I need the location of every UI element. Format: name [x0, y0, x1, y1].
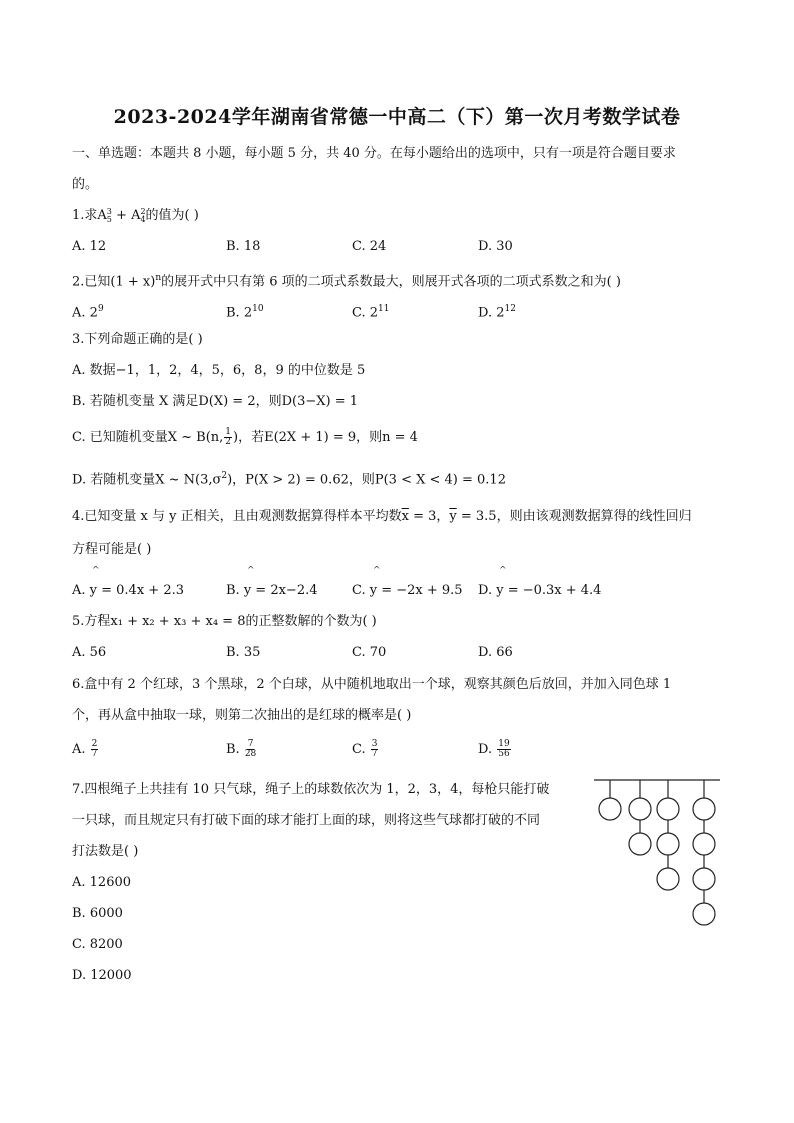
q6-option-b: B. $\frac{7}{28}$	[226, 739, 257, 759]
question-7-line1: 7.四根绳子上共挂有 10 只气球，绳子上的球数依次为 1，2，3，4，每枪只能打破	[72, 782, 550, 797]
q7-option-c: C. 8200	[72, 937, 123, 952]
q3-option-a: A. 数据−1，1，2，4，5，6，8，9 的中位数是 5	[72, 363, 366, 378]
question-1-stem: 1.求A 3 5 + A 2 4 的值为( )	[72, 206, 199, 224]
q2-option-b: B. $2^{10}$	[226, 304, 264, 321]
q2-option-d: D. $2^{12}$	[478, 304, 516, 321]
question-6-line1: 6.盒中有 2 个红球，3 个黑球，2 个白球，从中随机地取出一个球，观察其颜色后放回，并加入同色球 1	[72, 677, 672, 692]
balloon	[693, 833, 715, 855]
q6-option-d: D. $\frac{19}{56}$	[478, 739, 510, 759]
section-header-line1: 一、单选题：本题共 8 小题，每小题 5 分，共 40 分。在每小题给出的选项中，只有一项是符合题目要求	[72, 146, 676, 161]
question-4-line1: 4.已知变量 x 与 y 正相关，且由观测数据算得样本平均数$\overline{x} = 3$，$\overline{y} = 3.5$，则由该观测数据算得的线性回归	[72, 509, 692, 524]
balloon	[657, 798, 679, 820]
balloon-ropes-figure	[592, 772, 722, 937]
q4-hat-d: ^	[499, 566, 507, 576]
balloon	[629, 798, 651, 820]
q6-option-a: A. $\frac{2}{7}$	[72, 739, 98, 759]
q7-option-b: B. 6000	[72, 906, 123, 921]
q3-option-c: C. 已知随机变量X ~ B(n, $\frac{1}{2}$ )，若E(2X + 1) = 9，则n = 4	[72, 427, 418, 447]
balloon	[657, 833, 679, 855]
question-7-line3: 打法数是( )	[72, 844, 139, 859]
q2-option-a: A. $2^9$	[72, 304, 104, 321]
q5-option-b: B. 35	[226, 645, 261, 660]
question-2-stem: 2.已知$(1 + x)^n$的展开式中只有第 6 项的二项式系数最大，则展开式各项的二项式系数之和为( )	[72, 273, 621, 290]
q3-option-b: B. 若随机变量 X 满足D(X) = 2，则D(3−X) = 1	[72, 394, 359, 409]
q3-option-d: D. 若随机变量X ~ $N(3,\sigma^2)$，P(X > 2) = 0.62，则P(3 < X < 4) = 0.12	[72, 471, 506, 488]
q1-option-d: D. 30	[478, 239, 513, 254]
question-7-line2: 一只球，而且规定只有打破下面的球才能打上面的球，则将这些气球都打破的不同	[72, 813, 541, 828]
q4-option-a: A. y = 0.4x + 2.3	[72, 583, 184, 598]
q5-option-d: D. 66	[478, 645, 513, 660]
q4-hat-a: ^	[92, 566, 100, 576]
question-6-line2: 个，再从盒中抽取一球，则第二次抽出的是红球的概率是( )	[72, 708, 412, 723]
q4-option-d: D. y = −0.3x + 4.4	[478, 583, 602, 598]
q4-hat-c: ^	[373, 566, 381, 576]
question-4-line2: 方程可能是( )	[72, 542, 152, 557]
section-header-line2: 的。	[72, 177, 99, 192]
balloon	[693, 868, 715, 890]
q2-option-c: C. $2^{11}$	[352, 304, 390, 321]
q5-option-a: A. 56	[72, 645, 107, 660]
q7-option-a: A. 12600	[72, 875, 132, 890]
exam-title: 2023-2024学年湖南省常德一中高二（下）第一次月考数学试卷	[113, 106, 681, 128]
q1-option-c: C. 24	[352, 239, 387, 254]
q4-hat-b: ^	[247, 566, 255, 576]
question-3-stem: 3.下列命题正确的是( )	[72, 332, 203, 347]
ropes-group	[599, 780, 715, 925]
q4-option-b: B. y = 2x−2.4	[226, 583, 318, 598]
q4-option-c: C. y = −2x + 9.5	[352, 583, 463, 598]
q1-option-a: A. 12	[72, 239, 107, 254]
q6-option-c: C. $\frac{3}{7}$	[352, 739, 378, 759]
balloon	[693, 903, 715, 925]
question-5-stem: 5.方程x₁ + x₂ + x₃ + x₄ = 8的正整数解的个数为( )	[72, 614, 377, 629]
q1-option-b: B. 18	[226, 239, 261, 254]
q7-option-d: D. 12000	[72, 968, 132, 983]
q5-option-c: C. 70	[352, 645, 387, 660]
balloon	[599, 798, 621, 820]
balloon	[693, 798, 715, 820]
balloon	[629, 833, 651, 855]
balloon	[657, 868, 679, 890]
